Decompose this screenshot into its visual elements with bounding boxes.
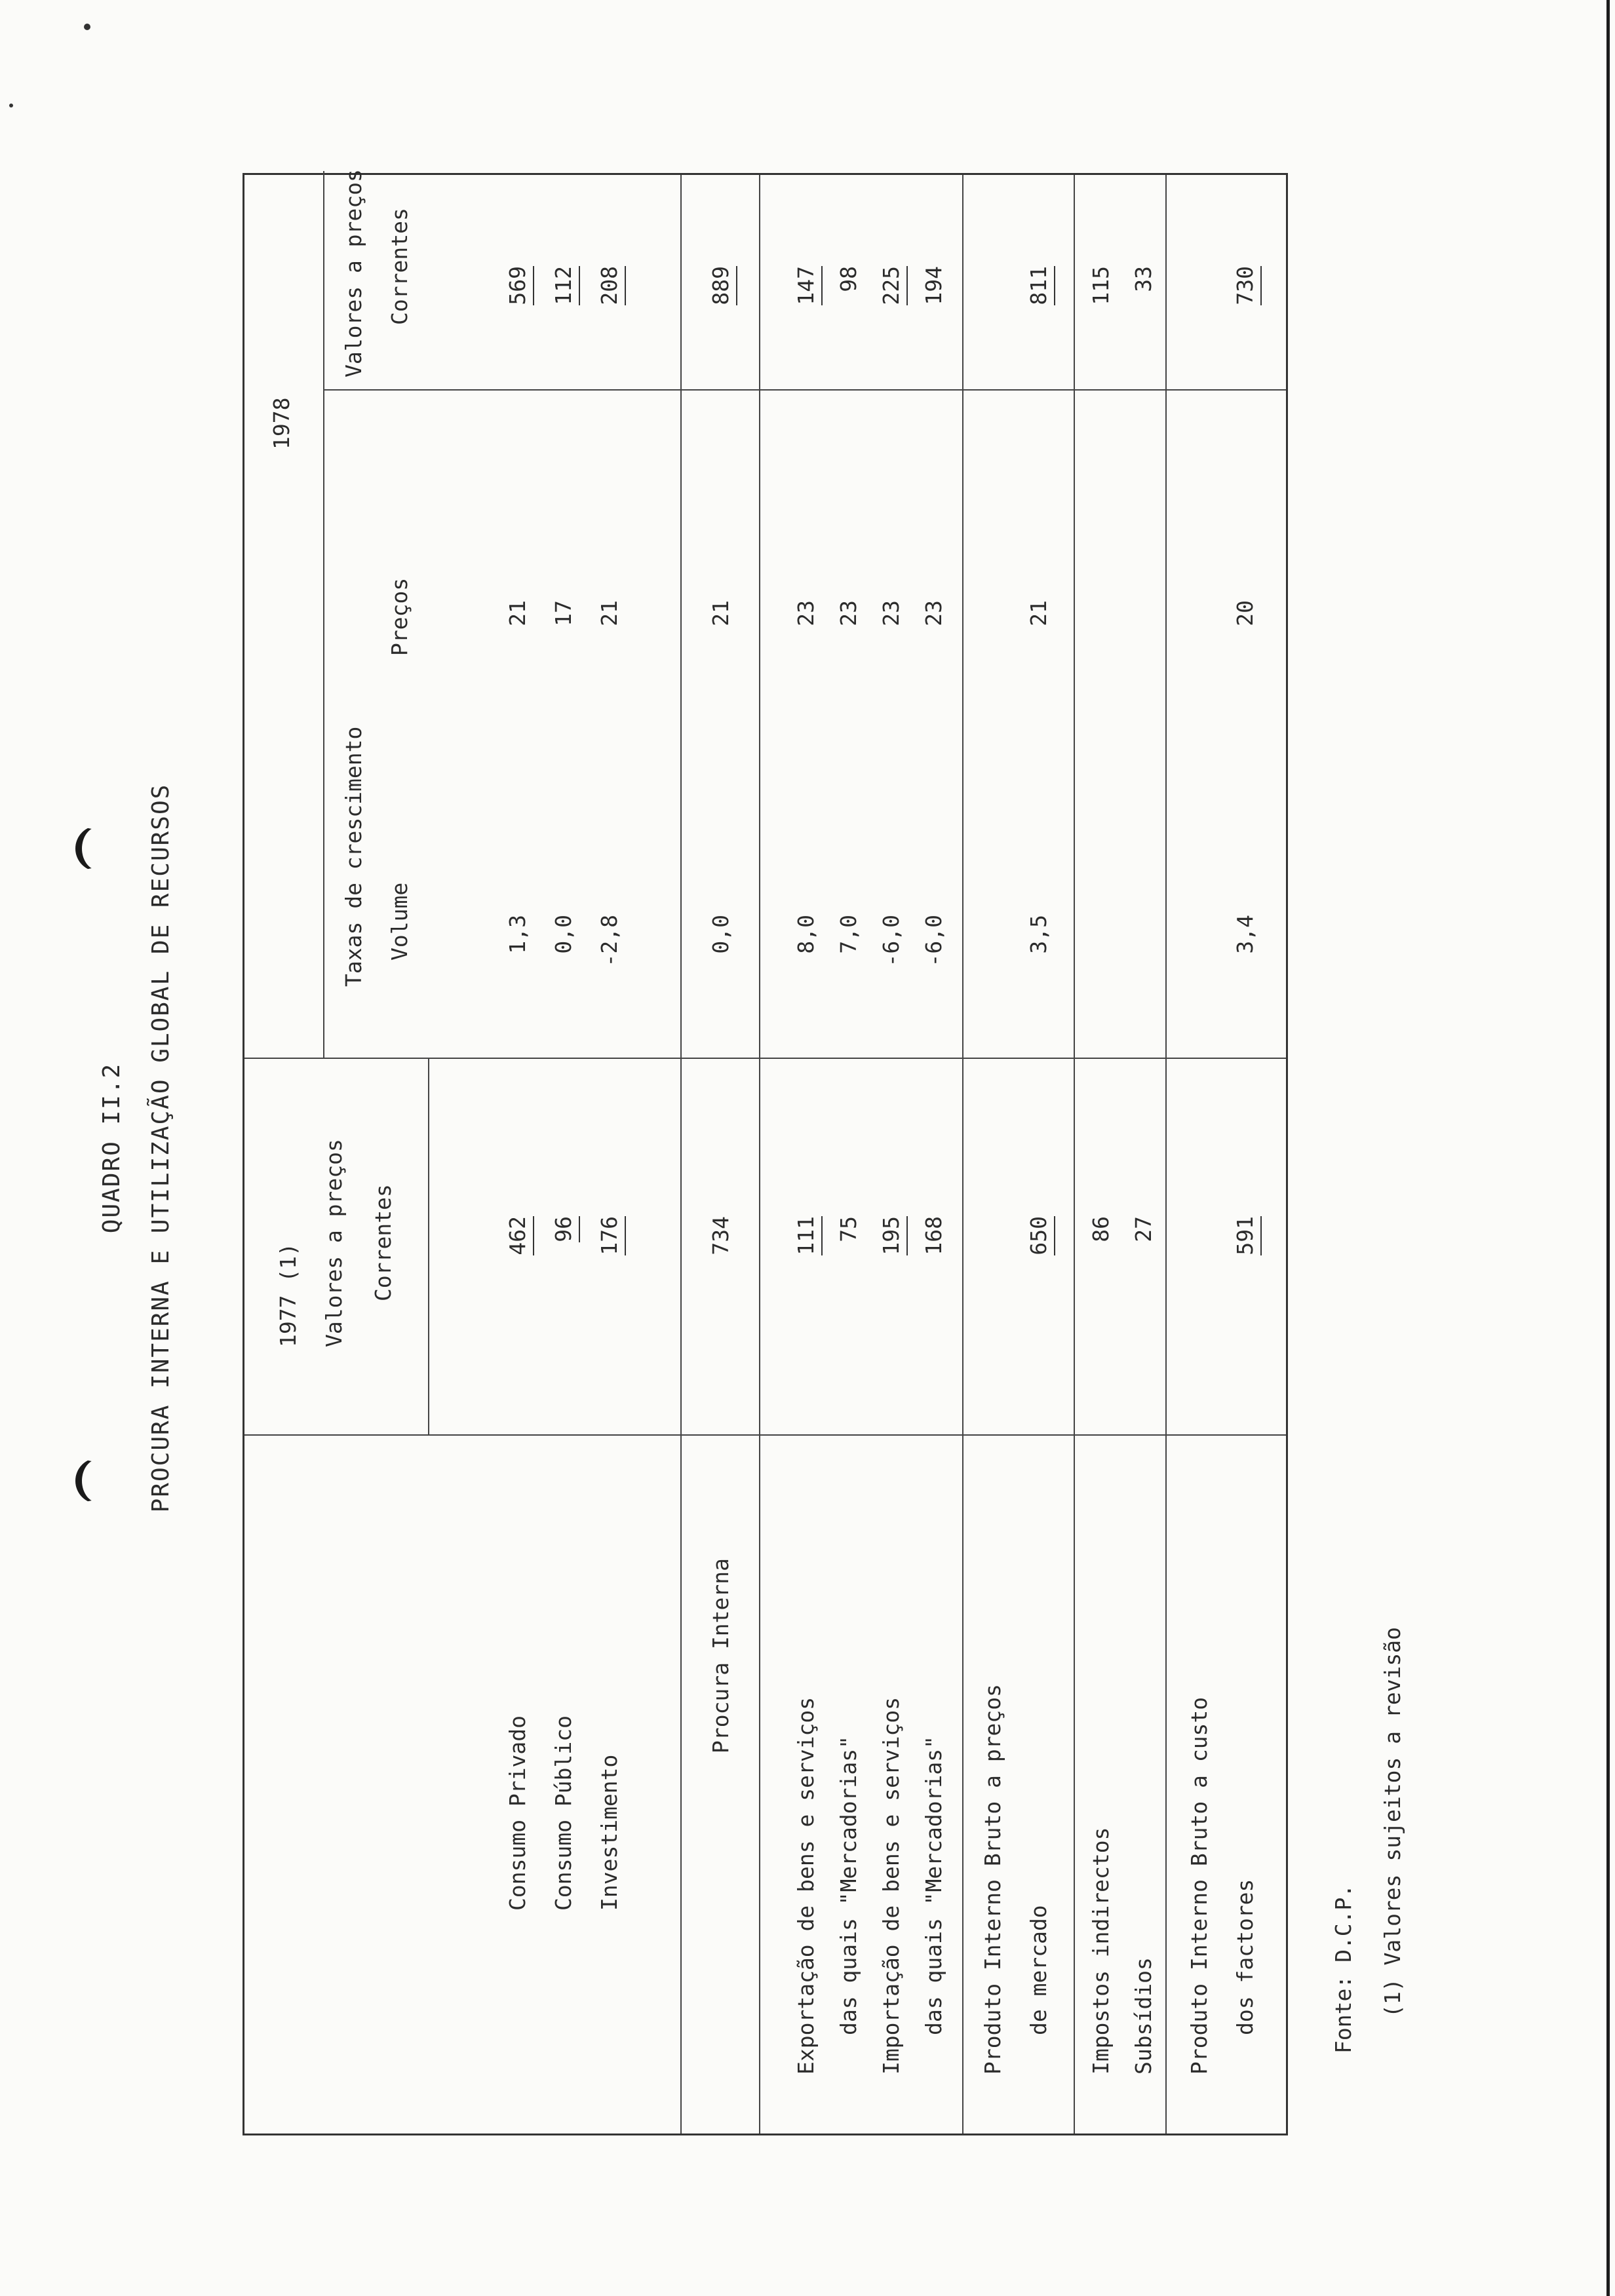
cell-volume: -2,8 (596, 915, 622, 967)
cell-precos: 17 (551, 600, 576, 626)
cell-volume: 7,0 (836, 915, 861, 954)
header-valores-1978: Valores a preços (341, 169, 366, 377)
row-label: Exportação de bens e serviços (793, 1696, 819, 2075)
cell-volume: -6,0 (878, 915, 904, 967)
cell-1977: 75 (836, 1216, 861, 1242)
cell-value: 176 (596, 1216, 626, 1255)
header-correntes-1977: Correntes (370, 1184, 396, 1301)
header-line-1978 (323, 171, 324, 1059)
cell-1977 (553, 1216, 574, 1295)
cell-1978 (795, 266, 817, 345)
row-label: Consumo Público (551, 1715, 576, 1911)
cell-1978: 115 (1088, 266, 1114, 305)
cell-1978: 33 (1131, 266, 1156, 292)
row-divider (1165, 175, 1167, 2133)
cell-1977 (507, 1216, 528, 1295)
cell-value: 591 (1232, 1216, 1262, 1255)
cell-value: 569 (505, 266, 534, 305)
cell-volume: 1,3 (505, 915, 530, 954)
row-label: Importação de bens e serviços (878, 1696, 904, 2075)
header-year-1977: 1977 (1) (275, 1243, 301, 1347)
cell-1978 (507, 266, 528, 345)
cell-value: 208 (596, 266, 626, 305)
cell-1977 (1234, 1216, 1256, 1295)
cell-1977: 86 (1088, 1216, 1114, 1242)
row-divider (962, 175, 963, 2133)
row-label: das quais "Mercadorias" (836, 1736, 861, 2035)
cell-value: 96 (551, 1216, 580, 1242)
cell-precos: 23 (878, 600, 904, 626)
row-label: Impostos indirectos (1088, 1827, 1114, 2075)
cell-value: 650 (1026, 1216, 1055, 1255)
cell-1978 (553, 266, 574, 345)
cell-1978 (1234, 266, 1256, 345)
header-taxas: Taxas de crescimento (341, 726, 366, 987)
row-divider (759, 175, 760, 2133)
row-label: Procura Interna (708, 1558, 733, 1753)
cell-1977: 168 (921, 1216, 946, 1255)
col-divider (244, 1058, 1286, 1059)
cell-volume: 3,5 (1026, 915, 1051, 954)
cell-1978 (880, 266, 902, 345)
cell-value: 811 (1026, 266, 1055, 305)
cell-1978: 98 (836, 266, 861, 292)
cell-volume: 0,0 (708, 915, 733, 954)
header-line-1977 (428, 1059, 429, 1436)
page-subtitle: PROCURA INTERNA E UTILIZAÇÃO GLOBAL DE RECURSOS (147, 783, 174, 1513)
row-label-cont: de mercado (1026, 1905, 1051, 2035)
header-volume: Volume (387, 882, 412, 961)
cell-volume: 0,0 (551, 915, 576, 954)
row-label: Produto Interno Bruto a custo (1186, 1696, 1212, 2075)
cell-value: 730 (1232, 266, 1262, 305)
cell-precos: 21 (505, 600, 530, 626)
col-divider (244, 1434, 1286, 1436)
cell-volume: 8,0 (793, 915, 819, 954)
cell-precos: 20 (1232, 600, 1258, 626)
cell-1978 (1028, 266, 1049, 345)
row-label-cont: dos factores (1232, 1879, 1258, 2035)
row-label: Produto Interno Bruto a preços (980, 1683, 1005, 2075)
footer-note: (1) Valores sujeitos a revisão (1380, 1626, 1405, 2018)
header-year-1978: 1978 (269, 397, 294, 450)
row-label: Subsídios (1131, 1957, 1156, 2075)
cell-value: 111 (793, 1216, 823, 1255)
cell-1977: 27 (1131, 1216, 1156, 1242)
row-label: das quais "Mercadorias" (921, 1736, 946, 2035)
cell-1978 (710, 266, 731, 345)
data-table (243, 169, 1288, 2135)
header-valores-1977: Valores a preços (321, 1139, 347, 1347)
header-precos: Preços (387, 577, 412, 656)
cell-value: 225 (878, 266, 908, 305)
cell-1977 (795, 1216, 817, 1295)
cell-precos: 21 (1026, 600, 1051, 626)
cell-precos: 23 (793, 600, 819, 626)
footer-source: Fonte: D.C.P. (1331, 1884, 1356, 2054)
row-label: Consumo Privado (505, 1715, 530, 1911)
cell-precos: 21 (596, 600, 622, 626)
cell-1977: 734 (708, 1216, 733, 1255)
cell-precos: 21 (708, 600, 733, 626)
cell-value: 147 (793, 266, 823, 305)
cell-precos: 23 (921, 600, 946, 626)
cell-1977 (1028, 1216, 1049, 1295)
cell-value: 112 (551, 266, 580, 305)
cell-1978 (598, 266, 620, 345)
cell-1977 (598, 1216, 620, 1295)
cell-1978: 194 (921, 266, 946, 305)
cell-value: 889 (708, 266, 737, 305)
col-divider (323, 389, 1286, 391)
row-divider (1074, 175, 1075, 2133)
cell-volume: 3,4 (1232, 915, 1258, 954)
cell-value: 462 (505, 1216, 534, 1255)
row-divider (680, 175, 682, 2133)
cell-value: 195 (878, 1216, 908, 1255)
header-correntes-1978: Correntes (387, 208, 412, 325)
cell-volume: -6,0 (921, 915, 946, 967)
page-title: QUADRO II.2 (98, 1062, 125, 1234)
cell-precos: 23 (836, 600, 861, 626)
cell-1977 (880, 1216, 902, 1295)
row-label: Investimento (596, 1754, 622, 1911)
